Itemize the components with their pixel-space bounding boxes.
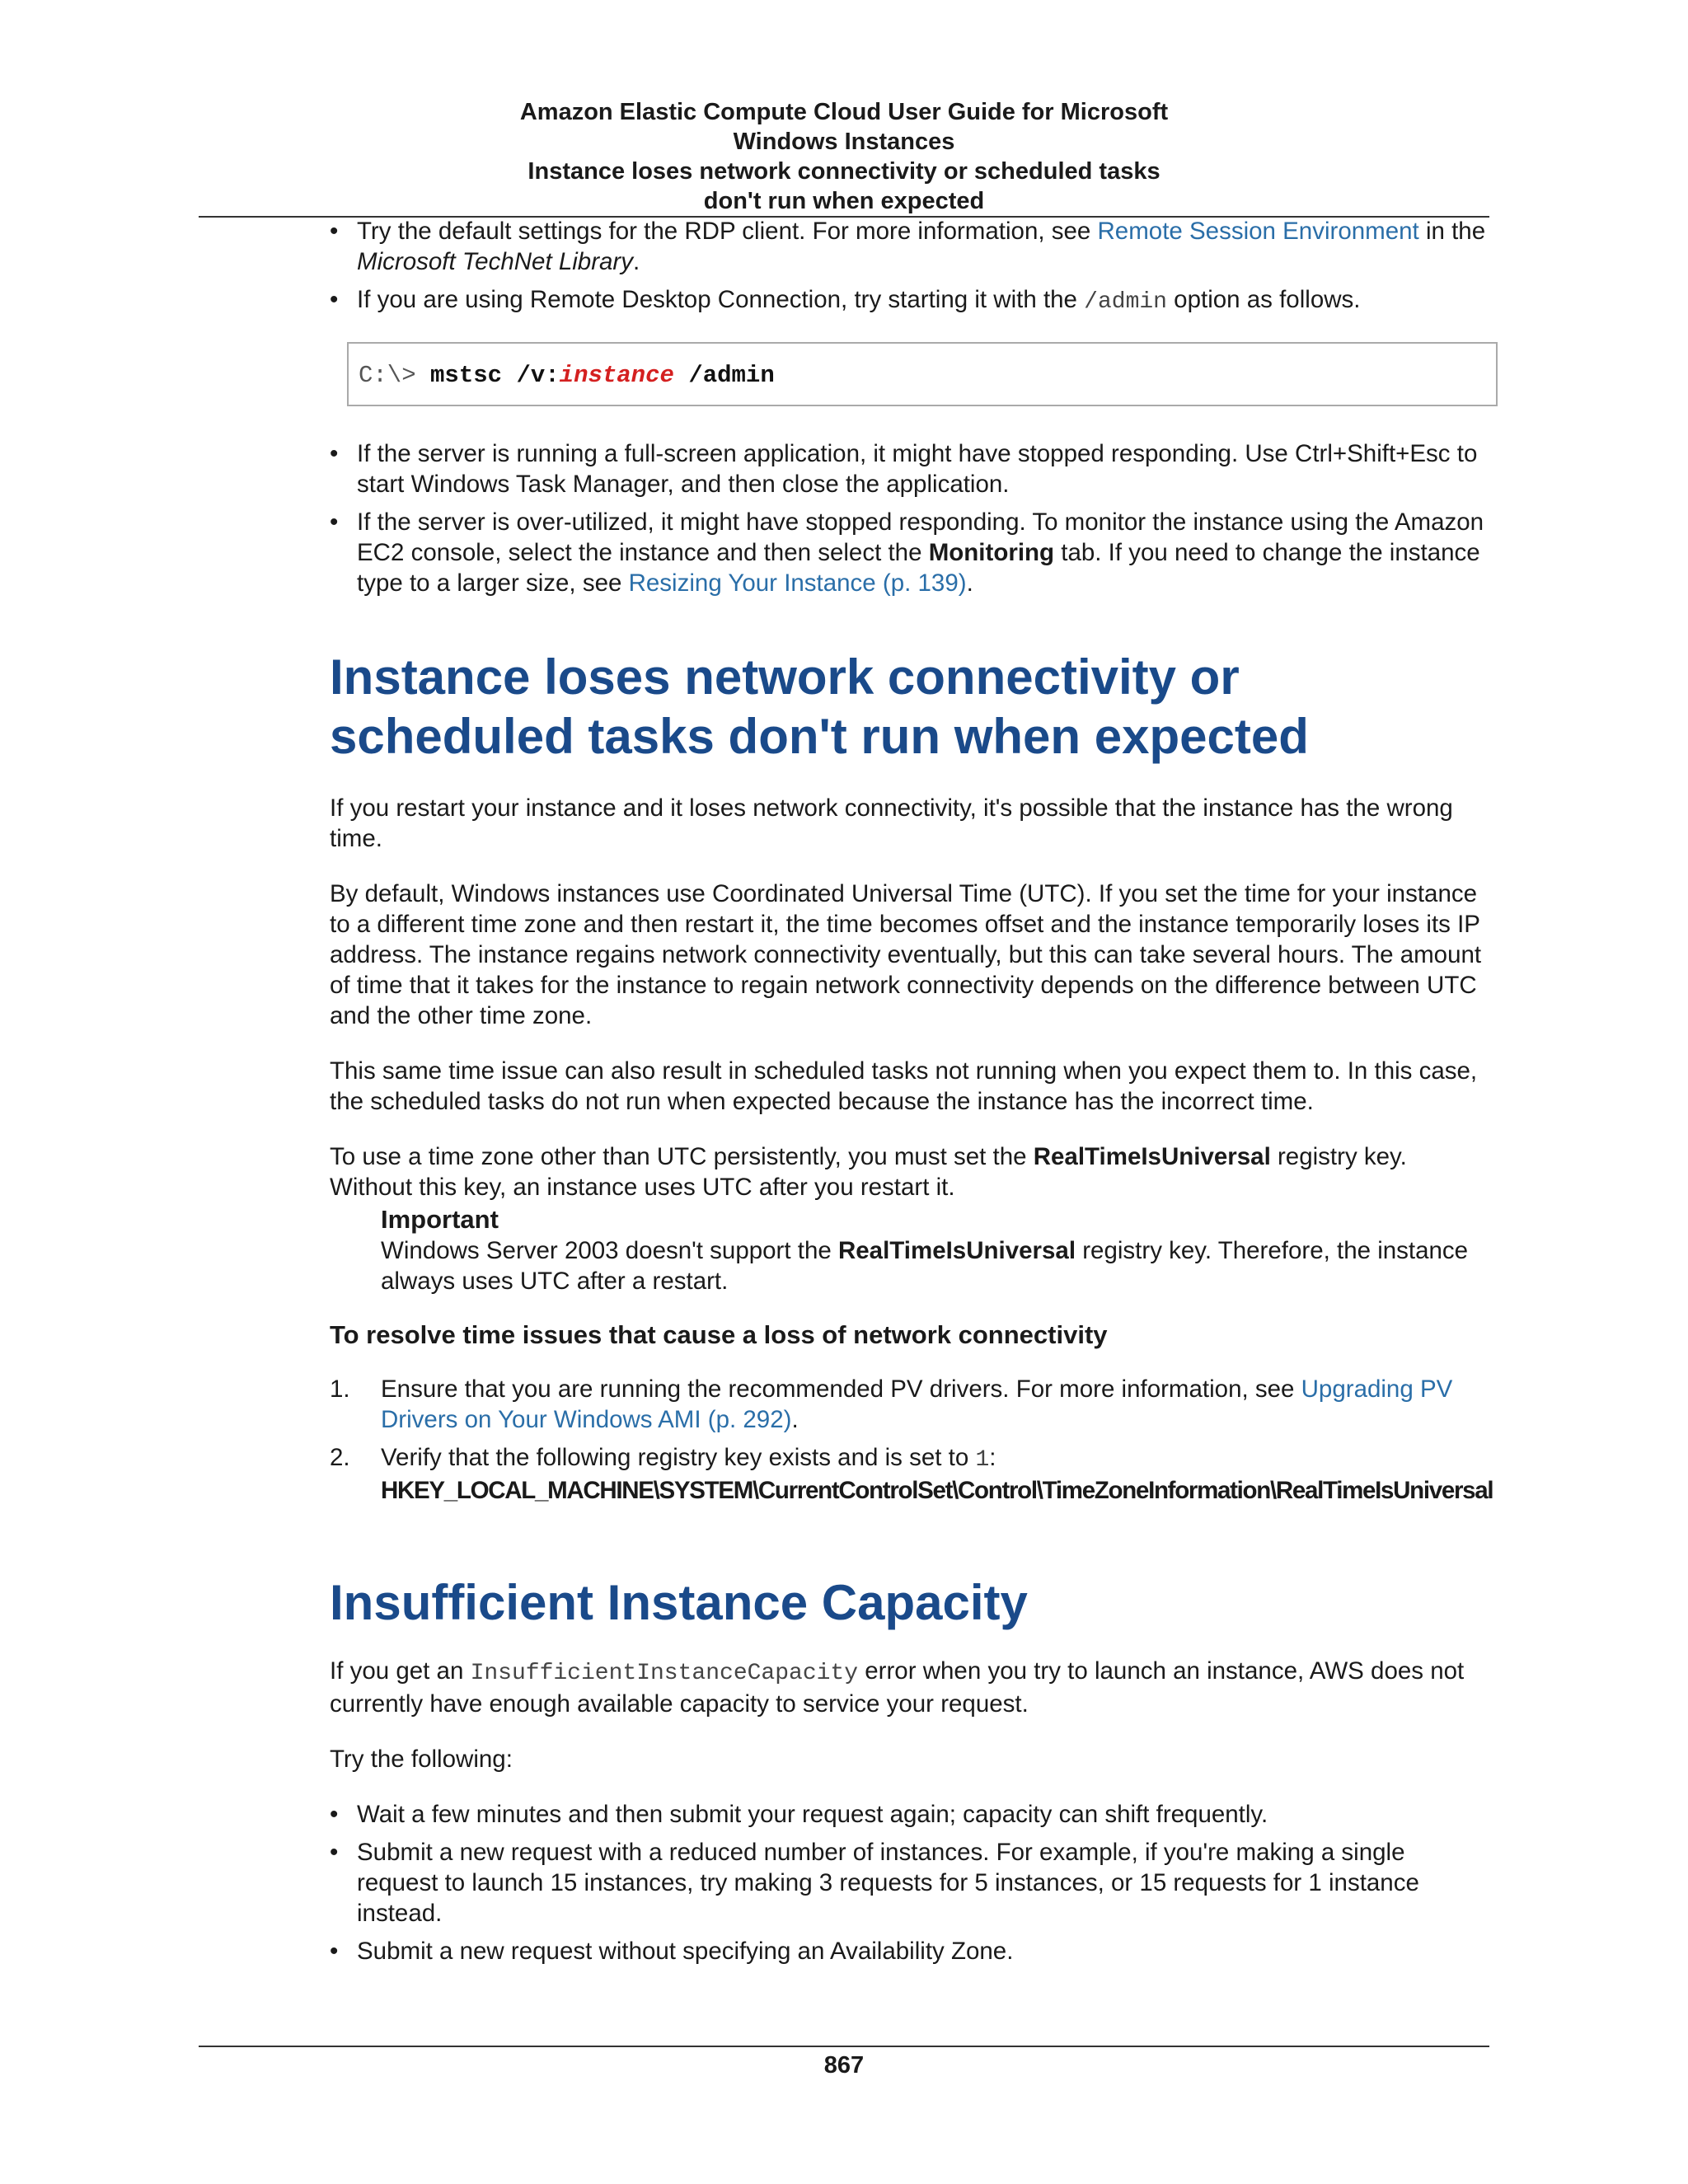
paragraph: This same time issue can also result in scheduled tasks not running when you expect them to. In this case, the scheduled tasks do not run when expected because the instance has the incorrect time. bbox=[330, 1057, 1478, 1115]
note-text: Windows Server 2003 doesn't support the RealTimeIsUniversal registry key. Therefore, the instance always uses UTC after a restart. bbox=[381, 1237, 1469, 1295]
inline-code: InsufficientInstanceCapacity bbox=[470, 1661, 859, 1686]
note-title: Important bbox=[381, 1205, 499, 1234]
section-title: Instance loses network connectivity or scheduled tasks don't run when expected bbox=[330, 649, 1309, 764]
section-title: Insufficient Instance Capacity bbox=[330, 1575, 1028, 1630]
code-argument: /admin bbox=[688, 362, 775, 389]
mid-bullet-list-container bbox=[330, 438, 1492, 598]
remote-session-environment-link[interactable]: Remote Session Environment bbox=[1097, 218, 1419, 245]
procedure-steps bbox=[330, 1374, 1492, 1506]
list-item: • If the server is over-utilized, it might have stopped responding. To monitor the instance using the Amazon EC2 console, select the instance and then select the Monitoring tab. If you need to change the instance type to a larger size, see Resizing Your Instance (p. 139). bbox=[330, 507, 1492, 598]
top-bullet-list bbox=[330, 216, 1492, 317]
header-line-1: Amazon Elastic Compute Cloud User Guide for Microsoft bbox=[519, 99, 1169, 125]
code-block bbox=[347, 342, 1498, 406]
step-number: 1. bbox=[330, 1376, 350, 1403]
capacity-bullet-list bbox=[330, 1799, 1492, 1966]
code-command: mstsc /v: bbox=[430, 362, 560, 389]
section-network-connectivity bbox=[330, 648, 1492, 1506]
step-item: 1. Ensure that you are running the recommended PV drivers. For more information, see Upgrading PV Drivers on Your Windows AMI (p. 292). bbox=[330, 1376, 1453, 1433]
section-insufficient-capacity bbox=[330, 1573, 1492, 1966]
header-line-3: Instance loses network connectivity or scheduled tasks bbox=[528, 158, 1160, 185]
page-number: 867 bbox=[823, 2052, 865, 2079]
step-item: 2. Verify that the following registry key exists and is set to 1: HKEY_LOCAL_MACHINE\SYSTEM\CurrentControlSet\Control\TimeZoneInformation\RealTimeIsUniversal bbox=[330, 1444, 1493, 1504]
list-item: • If the server is running a full-screen application, it might have stopped responding. Use Ctrl+Shift+Esc to start Windows Task Manager, and then close the application. bbox=[330, 438, 1492, 499]
code-variable: instance bbox=[559, 362, 674, 389]
inline-code: 1 bbox=[975, 1447, 990, 1473]
mid-bullet-list bbox=[330, 438, 1492, 598]
paragraph: By default, Windows instances use Coordinated Universal Time (UTC). If you set the time for your instance to a different time zone and then restart it, the time becomes offset and the instance temporarily loses its IP address. The instance regains network connectivity eventually, but this can take several hours. The amount of time that it takes for the instance to regain network connectivity depends on the difference between UTC and the other time zone. bbox=[330, 880, 1482, 1029]
list-item: • Wait a few minutes and then submit your request again; capacity can shift frequently. bbox=[330, 1799, 1492, 1830]
footer-rule bbox=[199, 2046, 1489, 2047]
paragraph: Try the following: bbox=[330, 1746, 513, 1773]
paragraph: To use a time zone other than UTC persistently, you must set the RealTimeIsUniversal registry key. Without this key, an instance uses UTC after you restart it. bbox=[330, 1143, 1407, 1201]
header-line-4: don't run when expected bbox=[703, 188, 985, 214]
list-item: • If you are using Remote Desktop Connection, try starting it with the /admin option as follows. bbox=[330, 284, 1492, 317]
header-line-2: Windows Instances bbox=[733, 129, 955, 155]
code-prompt: C:\> bbox=[359, 362, 416, 389]
procedure-title: To resolve time issues that cause a loss of network connectivity bbox=[330, 1320, 1108, 1349]
resizing-your-instance-link[interactable]: Resizing Your Instance (p. 139) bbox=[628, 569, 967, 597]
step-number: 2. bbox=[330, 1444, 350, 1471]
top-bullet-list-container bbox=[330, 216, 1492, 317]
list-item: • Submit a new request with a reduced number of instances. For example, if you're making a single request to launch 15 instances, try making 3 requests for 5 instances, or 15 requests for 1 instance instead. bbox=[330, 1837, 1492, 1929]
paragraph: If you get an InsufficientInstanceCapacity error when you try to launch an instance, AWS does not currently have enough available capacity to service your request. bbox=[330, 1657, 1465, 1718]
list-item: • Submit a new request without specifying an Availability Zone. bbox=[330, 1936, 1492, 1966]
important-note bbox=[330, 1204, 1492, 1296]
inline-code: /admin bbox=[1084, 289, 1167, 315]
upgrading-pv-drivers-link[interactable]: Upgrading PV Drivers on Your Windows AMI (p. 292) bbox=[381, 1376, 1453, 1433]
paragraph: If you restart your instance and it loses network connectivity, it's possible that the instance has the wrong time. bbox=[330, 794, 1453, 852]
registry-key-path: HKEY_LOCAL_MACHINE\SYSTEM\CurrentControlSet\Control\TimeZoneInformation\RealTimeIsUniversal bbox=[381, 1477, 1493, 1504]
running-header bbox=[199, 97, 1489, 216]
list-item: • Try the default settings for the RDP client. For more information, see Remote Session Environment in the Microsoft TechNet Library. bbox=[330, 216, 1492, 277]
